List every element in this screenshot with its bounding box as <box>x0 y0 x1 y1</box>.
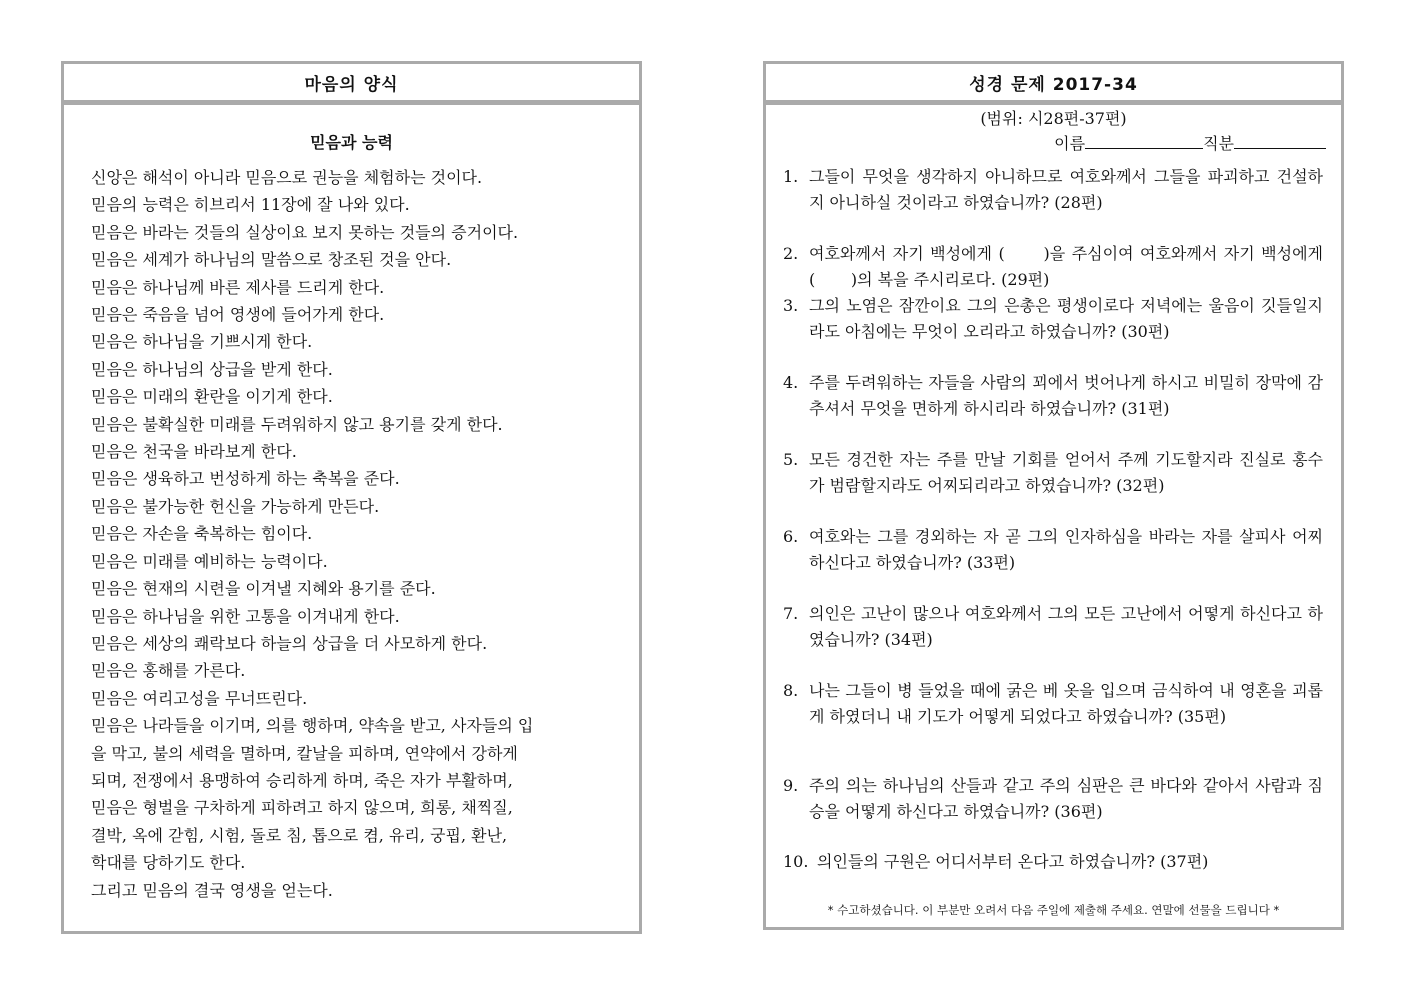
question-text: 여호와께서 자기 백성에게 ( )을 주심이여 여호와께서 자기 백성에게 ( )의 복을 주시리로다. (29편) <box>809 244 1323 289</box>
article-line: 믿음은 세상의 쾌락보다 하늘의 상급을 더 사모하게 한다. <box>91 633 488 653</box>
meditation-panel <box>61 61 642 934</box>
question-item <box>783 293 1323 345</box>
question-item <box>783 164 1323 216</box>
question-item <box>783 524 1323 576</box>
article-line: 을 막고, 불의 세력을 멸하며, 칼날을 피하며, 연약에서 강하게 <box>91 743 518 763</box>
question-number: 4. <box>783 373 799 392</box>
question-number: 6. <box>783 527 799 546</box>
article-line: 결박, 옥에 갇힘, 시험, 돌로 침, 톱으로 켬, 유리, 궁핍, 환난, <box>91 825 508 845</box>
question-number: 10. <box>783 852 809 871</box>
article-body <box>91 164 609 904</box>
article-line: 믿음은 하나님께 바른 제사를 드리게 한다. <box>91 277 385 297</box>
article-line: 믿음은 나라들을 이기며, 의를 행하며, 약속을 받고, 사자들의 입 <box>91 716 534 736</box>
article-line: 믿음은 현재의 시련을 이겨낼 지혜와 용기를 준다. <box>91 579 436 599</box>
article-line: 믿음은 죽음을 넘어 영생에 들어가게 한다. <box>91 305 385 325</box>
question-number: 1. <box>783 167 799 186</box>
article-line: 믿음은 형벌을 구차하게 피하려고 하지 않으며, 희롱, 채찍질, <box>91 798 513 818</box>
article-line: 믿음은 하나님을 위한 고통을 이겨내게 한다. <box>91 606 400 626</box>
question-item <box>783 447 1323 499</box>
question-item <box>783 773 1323 825</box>
article-line: 신앙은 해석이 아니라 믿음으로 권능을 체험하는 것이다. <box>91 168 483 187</box>
question-item <box>783 601 1323 653</box>
name-job-line <box>1054 132 1326 155</box>
article-line: 믿음은 바라는 것들의 실상이요 보지 못하는 것들의 증거이다. <box>91 222 519 242</box>
question-text: 모든 경건한 자는 주를 만날 기회를 얻어서 주께 기도할지라 진실로 홍수가 범람할지라도 어찌되리라고 하였습니까? (32편) <box>809 450 1323 495</box>
quiz-panel-header: 성경 문제 2017-34 <box>766 64 1341 105</box>
question-number: 2. <box>783 244 799 263</box>
article-line: 믿음은 여리고성을 무너뜨린다. <box>91 688 308 708</box>
question-number: 3. <box>783 296 799 315</box>
question-text: 의인은 고난이 많으나 여호와께서 그의 모든 고난에서 어떻게 하신다고 하였습니까? (34편) <box>809 604 1323 649</box>
article-line: 그리고 믿음의 결국 영생을 얻는다. <box>91 880 333 900</box>
question-text: 주를 두려워하는 자들을 사람의 꾀에서 벗어나게 하시고 비밀히 장막에 감추셔서 무엇을 면하게 하시리라 하였습니까? (31편) <box>809 373 1323 418</box>
name-blank[interactable] <box>1085 132 1203 149</box>
article-line: 학대를 당하기도 한다. <box>91 853 246 873</box>
question-text: 의인들의 구원은 어디서부터 온다고 하였습니까? (37편) <box>817 852 1209 871</box>
question-number: 5. <box>783 450 799 469</box>
article-line: 믿음은 세계가 하나님의 말씀으로 창조된 것을 안다. <box>91 250 452 270</box>
article-line: 믿음은 미래를 예비하는 능력이다. <box>91 551 328 571</box>
question-text: 그의 노염은 잠깐이요 그의 은총은 평생이로다 저녁에는 울음이 깃들일지라도 아침에는 무엇이 오리라고 하였습니까? (30편) <box>809 296 1323 341</box>
article-line: 믿음은 불가능한 헌신을 가능하게 만든다. <box>91 496 380 516</box>
question-item <box>783 241 1323 293</box>
question-text: 주의 의는 하나님의 산들과 같고 주의 심판은 큰 바다와 같아서 사람과 짐승을 어떻게 하신다고 하였습니까? (36편) <box>809 776 1323 821</box>
article-line: 믿음의 능력은 히브리서 11장에 잘 나와 있다. <box>91 195 410 215</box>
article-title: 믿음과 능력 <box>310 133 393 152</box>
article-line: 되며, 전쟁에서 용맹하여 승리하게 하며, 죽은 자가 부활하며, <box>91 770 513 790</box>
job-label: 직분 <box>1203 134 1234 153</box>
question-text: 그들이 무엇을 생각하지 아니하므로 여호와께서 그들을 파괴하고 건설하지 아니하실 것이라고 하였습니까? (28편) <box>809 167 1323 212</box>
bible-quiz-panel <box>763 61 1344 930</box>
article-line: 믿음은 하나님을 기쁘시게 한다. <box>91 332 313 352</box>
question-number: 7. <box>783 604 799 623</box>
question-number: 8. <box>783 681 799 700</box>
job-blank[interactable] <box>1234 132 1326 149</box>
name-label: 이름 <box>1054 134 1086 153</box>
question-item <box>783 849 1323 875</box>
article-line: 믿음은 하나님의 상급을 받게 한다. <box>91 359 333 379</box>
submission-note: * 수고하셨습니다. 이 부분만 오려서 다음 주일에 제출해 주세요. 연말에 선물을 드립니다 * <box>827 903 1280 917</box>
meditation-panel-header: 마음의 양식 <box>64 64 639 105</box>
article-line: 믿음은 천국을 바라보게 한다. <box>91 442 297 462</box>
article-line: 믿음은 미래의 환란을 이기게 한다. <box>91 387 333 407</box>
article-line: 믿음은 자손을 축복하는 힘이다. <box>91 524 313 544</box>
article-line: 믿음은 생육하고 번성하게 하는 축복을 준다. <box>91 469 400 489</box>
question-text: 여호와는 그를 경외하는 자 곧 그의 인자하심을 바라는 자를 살피사 어찌하신다고 하였습니까? (33편) <box>809 527 1323 572</box>
question-item <box>783 370 1323 422</box>
question-number: 9. <box>783 776 799 795</box>
question-item <box>783 678 1323 730</box>
article-line: 믿음은 불확실한 미래를 두려워하지 않고 용기를 갖게 한다. <box>91 414 503 434</box>
quiz-range: (범위: 시28편-37편) <box>980 109 1127 128</box>
article-line: 믿음은 홍해를 가른다. <box>91 661 246 681</box>
question-text: 나는 그들이 병 들었을 때에 굵은 베 옷을 입으며 금식하여 내 영혼을 괴롭게 하였더니 내 기도가 어떻게 되었다고 하였습니까? (35편) <box>809 681 1323 726</box>
